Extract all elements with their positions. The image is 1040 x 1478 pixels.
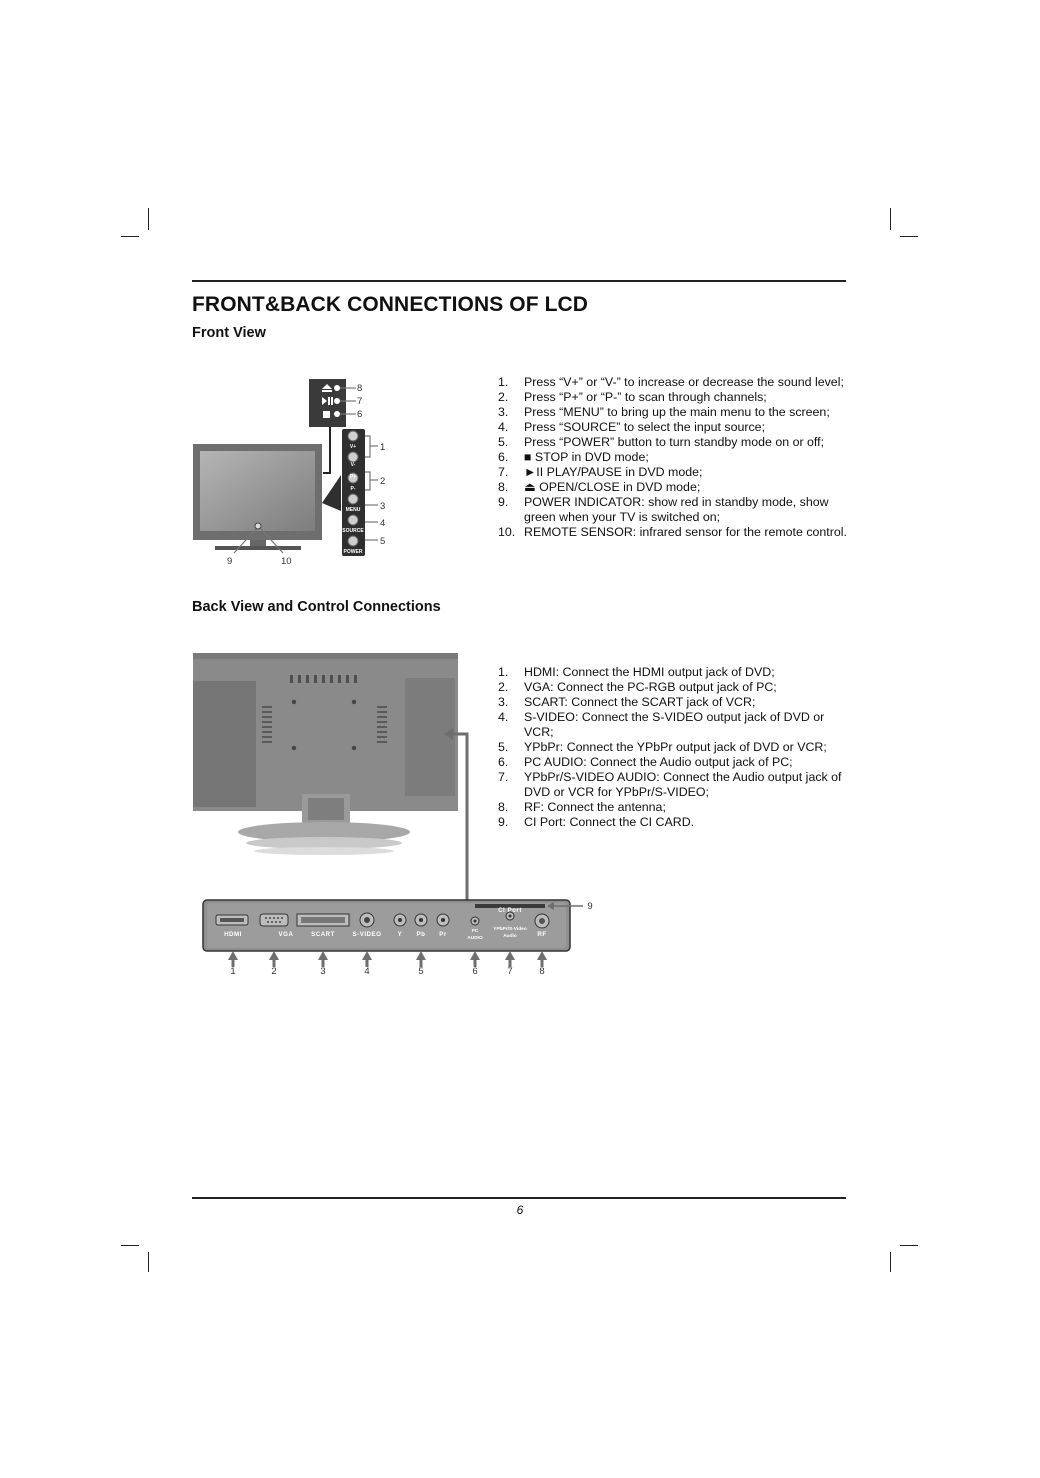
list-item: 6. ■ STOP in DVD mode; (498, 450, 649, 464)
button-label-vminus: V- (350, 462, 356, 468)
crop-mark (121, 236, 139, 237)
callout-6: 6 (357, 409, 363, 420)
callout-9: 9 (227, 556, 233, 567)
callout-7: 7 (357, 396, 363, 407)
callout-1: 1 (230, 966, 236, 977)
port-label-ypbpr-svideo: YPbPr/S-Video (493, 927, 527, 932)
port-label-scart: SCART (311, 931, 335, 938)
list-item: 8. RF: Connect the antenna; (498, 800, 666, 814)
list-item: 2. VGA: Connect the PC-RGB output jack of PC; (498, 680, 777, 694)
callout-4: 4 (380, 518, 386, 529)
port-label-y: Y (397, 931, 403, 938)
callout-9: 9 (587, 901, 593, 912)
port-label-audio: AUDIO (467, 936, 483, 941)
list-item: 4. S-VIDEO: Connect the S-VIDEO output jack of DVD or VCR; (498, 710, 825, 739)
callout-5: 5 (380, 536, 386, 547)
callout-2: 2 (271, 966, 277, 977)
list-item: 5. Press “POWER” button to turn standby mode on or off; (498, 435, 825, 449)
list-item: 10. REMOTE SENSOR: infrared sensor for the remote control. (498, 525, 847, 539)
port-label-audio2: Audio (503, 934, 517, 939)
button-label-menu: MENU (345, 507, 361, 513)
list-item: 9. POWER INDICATOR: show red in standby mode, show green when your TV is switched on; (498, 495, 829, 524)
callout-2: 2 (380, 476, 386, 487)
callout-5: 5 (418, 966, 424, 977)
back-view-heading: Back View and Control Connections (192, 599, 441, 615)
list-item: 7. ►II PLAY/PAUSE in DVD mode; (498, 465, 703, 479)
crop-mark (148, 208, 149, 230)
crop-mark (121, 1245, 139, 1246)
callout-6: 6 (472, 966, 478, 977)
port-label-pr: Pr (439, 931, 447, 938)
list-item: 4. Press “SOURCE” to select the input source; (498, 420, 766, 434)
page-number: 6 (516, 1203, 524, 1217)
list-item: 1. HDMI: Connect the HDMI output jack of DVD; (498, 665, 775, 679)
crop-mark (890, 1252, 891, 1272)
list-item: 9. CI Port: Connect the CI CARD. (498, 815, 695, 829)
front-view-diagram (190, 375, 420, 570)
button-label-pplus: P+ (349, 474, 357, 480)
back-view-list (498, 665, 848, 830)
callout-8: 8 (357, 383, 363, 394)
list-item: 1. Press “V+” or “V-” to increase or decrease the sound level; (498, 375, 844, 389)
port-label-hdmi: HDMI (224, 931, 242, 938)
front-view-list (498, 375, 848, 540)
crop-mark (890, 208, 891, 230)
front-view-heading: Front View (192, 325, 266, 341)
port-label-pb: Pb (416, 931, 426, 938)
port-label-svideo: S-VIDEO (352, 931, 382, 938)
list-item: 3. Press “MENU” to bring up the main menu to the screen; (498, 405, 830, 419)
port-label-rf: RF (537, 931, 547, 938)
ci-port-label: CI Port (498, 907, 522, 914)
button-label-power: POWER (343, 549, 363, 555)
button-label-source: SOURCE (342, 528, 364, 534)
bottom-rule (192, 1197, 846, 1199)
list-item: 3. SCART: Connect the SCART jack of VCR; (498, 695, 756, 709)
callout-7: 7 (507, 966, 513, 977)
list-item: 7. YPbPr/S-VIDEO AUDIO: Connect the Audio output jack of DVD or VCR for YPbPr/S-VIDEO; (498, 770, 842, 799)
callout-10: 10 (281, 556, 292, 567)
crop-mark (900, 1245, 918, 1246)
crop-mark (900, 236, 918, 237)
crop-mark (148, 1252, 149, 1272)
list-item: 8. ⏏ OPEN/CLOSE in DVD mode; (498, 480, 701, 494)
list-item: 2. Press “P+” or “P-” to scan through channels; (498, 390, 767, 404)
callout-3: 3 (320, 966, 326, 977)
callout-4: 4 (364, 966, 370, 977)
callout-3: 3 (380, 501, 386, 512)
port-label-vga: VGA (278, 931, 294, 938)
list-item: 6. PC AUDIO: Connect the Audio output jack of PC; (498, 755, 793, 769)
callout-1: 1 (380, 442, 386, 453)
page-title: FRONT&BACK CONNECTIONS OF LCD (192, 293, 589, 316)
port-label-pc: PC (471, 929, 479, 934)
button-label-pminus: P- (350, 486, 356, 492)
list-item: 5. YPbPr: Connect the YPbPr output jack of DVD or VCR; (498, 740, 827, 754)
callout-8: 8 (539, 966, 545, 977)
top-rule (192, 280, 846, 282)
button-label-vplus: V+ (349, 444, 357, 450)
